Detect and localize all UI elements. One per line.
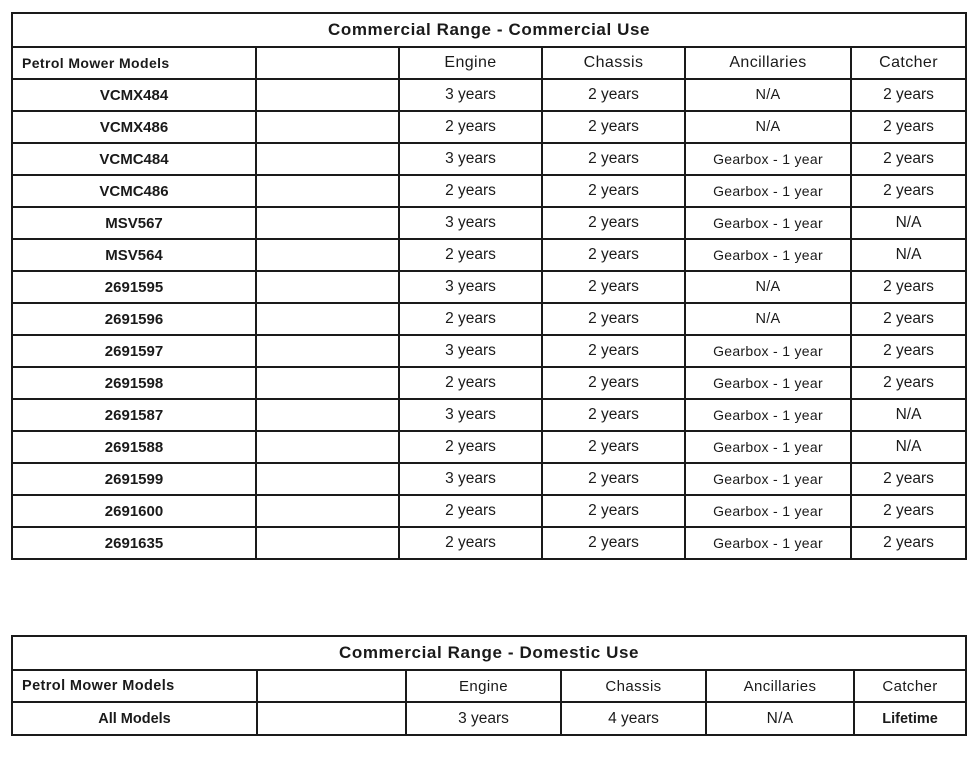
engine-cell: 2 years bbox=[399, 431, 542, 463]
catcher-cell: 2 years bbox=[851, 303, 966, 335]
ancillaries-cell: Gearbox - 1 year bbox=[685, 495, 851, 527]
engine-cell: 2 years bbox=[399, 239, 542, 271]
catcher-cell: 2 years bbox=[851, 175, 966, 207]
model-cell: 2691597 bbox=[12, 335, 256, 367]
engine-cell: 2 years bbox=[399, 367, 542, 399]
model-cell: 2691595 bbox=[12, 271, 256, 303]
engine-cell: 3 years bbox=[399, 463, 542, 495]
blank-cell bbox=[256, 271, 399, 303]
catcher-cell: 2 years bbox=[851, 527, 966, 559]
table-row bbox=[12, 303, 966, 335]
table-row bbox=[12, 79, 966, 111]
blank-cell bbox=[256, 495, 399, 527]
catcher-cell: 2 years bbox=[851, 367, 966, 399]
ancillaries-cell: Gearbox - 1 year bbox=[685, 335, 851, 367]
model-cell: 2691599 bbox=[12, 463, 256, 495]
ancillaries-cell: N/A bbox=[685, 111, 851, 143]
catcher-cell: N/A bbox=[851, 239, 966, 271]
blank-cell bbox=[256, 239, 399, 271]
engine-cell: 2 years bbox=[399, 495, 542, 527]
catcher-cell: 2 years bbox=[851, 111, 966, 143]
ancillaries-cell: N/A bbox=[685, 79, 851, 111]
ancillaries-cell: Gearbox - 1 year bbox=[685, 431, 851, 463]
table-row bbox=[12, 495, 966, 527]
catcher-cell: 2 years bbox=[851, 335, 966, 367]
engine-cell: 3 years bbox=[399, 143, 542, 175]
header-ancillaries: Ancillaries bbox=[685, 47, 851, 79]
ancillaries-cell: Gearbox - 1 year bbox=[685, 143, 851, 175]
header-model: Petrol Mower Models bbox=[12, 47, 256, 79]
chassis-cell: 2 years bbox=[542, 527, 685, 559]
ancillaries-cell: Gearbox - 1 year bbox=[685, 463, 851, 495]
header-catcher: Catcher bbox=[854, 670, 966, 702]
blank-cell bbox=[256, 431, 399, 463]
ancillaries-cell: Gearbox - 1 year bbox=[685, 175, 851, 207]
chassis-cell: 4 years bbox=[561, 702, 706, 735]
catcher-cell: N/A bbox=[851, 431, 966, 463]
chassis-cell: 2 years bbox=[542, 111, 685, 143]
header-chassis: Chassis bbox=[561, 670, 706, 702]
table-row bbox=[12, 431, 966, 463]
table-row bbox=[12, 527, 966, 559]
blank-cell bbox=[256, 367, 399, 399]
model-cell: All Models bbox=[12, 702, 257, 735]
model-cell: 2691600 bbox=[12, 495, 256, 527]
ancillaries-cell: Gearbox - 1 year bbox=[685, 527, 851, 559]
ancillaries-cell: N/A bbox=[685, 271, 851, 303]
chassis-cell: 2 years bbox=[542, 271, 685, 303]
chassis-cell: 2 years bbox=[542, 367, 685, 399]
table-row bbox=[12, 175, 966, 207]
table-row bbox=[12, 207, 966, 239]
engine-cell: 3 years bbox=[406, 702, 561, 735]
chassis-cell: 2 years bbox=[542, 207, 685, 239]
model-cell: 2691598 bbox=[12, 367, 256, 399]
chassis-cell: 2 years bbox=[542, 175, 685, 207]
engine-cell: 2 years bbox=[399, 303, 542, 335]
header-chassis: Chassis bbox=[542, 47, 685, 79]
engine-cell: 2 years bbox=[399, 111, 542, 143]
header-row bbox=[12, 670, 966, 702]
engine-cell: 3 years bbox=[399, 271, 542, 303]
blank-cell bbox=[256, 111, 399, 143]
table-row bbox=[12, 335, 966, 367]
table-row bbox=[12, 702, 966, 735]
chassis-cell: 2 years bbox=[542, 399, 685, 431]
commercial-use-table bbox=[11, 12, 967, 560]
blank-cell bbox=[256, 399, 399, 431]
blank-cell bbox=[256, 527, 399, 559]
ancillaries-cell: N/A bbox=[706, 702, 854, 735]
catcher-cell: Lifetime bbox=[854, 702, 966, 735]
blank-cell bbox=[257, 702, 406, 735]
table-row bbox=[12, 143, 966, 175]
ancillaries-cell: Gearbox - 1 year bbox=[685, 207, 851, 239]
engine-cell: 2 years bbox=[399, 527, 542, 559]
model-cell: VCMX486 bbox=[12, 111, 256, 143]
header-engine: Engine bbox=[406, 670, 561, 702]
model-cell: VCMC486 bbox=[12, 175, 256, 207]
catcher-cell: 2 years bbox=[851, 463, 966, 495]
header-row bbox=[12, 47, 966, 79]
table-row bbox=[12, 463, 966, 495]
model-cell: VCMC484 bbox=[12, 143, 256, 175]
model-cell: 2691596 bbox=[12, 303, 256, 335]
header-catcher: Catcher bbox=[851, 47, 966, 79]
table-row bbox=[12, 271, 966, 303]
engine-cell: 2 years bbox=[399, 175, 542, 207]
model-cell: 2691587 bbox=[12, 399, 256, 431]
engine-cell: 3 years bbox=[399, 79, 542, 111]
header-blank bbox=[257, 670, 406, 702]
engine-cell: 3 years bbox=[399, 335, 542, 367]
domestic-use-table bbox=[11, 635, 967, 736]
blank-cell bbox=[256, 335, 399, 367]
table-row bbox=[12, 367, 966, 399]
engine-cell: 3 years bbox=[399, 399, 542, 431]
ancillaries-cell: Gearbox - 1 year bbox=[685, 239, 851, 271]
header-ancillaries: Ancillaries bbox=[706, 670, 854, 702]
table-title: Commercial Range - Commercial Use bbox=[12, 13, 966, 47]
blank-cell bbox=[256, 207, 399, 239]
blank-cell bbox=[256, 79, 399, 111]
table-row bbox=[12, 111, 966, 143]
chassis-cell: 2 years bbox=[542, 143, 685, 175]
model-cell: MSV564 bbox=[12, 239, 256, 271]
chassis-cell: 2 years bbox=[542, 431, 685, 463]
catcher-cell: N/A bbox=[851, 399, 966, 431]
chassis-cell: 2 years bbox=[542, 495, 685, 527]
catcher-cell: 2 years bbox=[851, 143, 966, 175]
ancillaries-cell: N/A bbox=[685, 303, 851, 335]
chassis-cell: 2 years bbox=[542, 303, 685, 335]
chassis-cell: 2 years bbox=[542, 239, 685, 271]
model-cell: 2691635 bbox=[12, 527, 256, 559]
chassis-cell: 2 years bbox=[542, 463, 685, 495]
table-row bbox=[12, 239, 966, 271]
header-model: Petrol Mower Models bbox=[12, 670, 257, 702]
catcher-cell: 2 years bbox=[851, 495, 966, 527]
ancillaries-cell: Gearbox - 1 year bbox=[685, 399, 851, 431]
model-cell: 2691588 bbox=[12, 431, 256, 463]
table-row bbox=[12, 399, 966, 431]
chassis-cell: 2 years bbox=[542, 79, 685, 111]
blank-cell bbox=[256, 143, 399, 175]
table-title: Commercial Range - Domestic Use bbox=[12, 636, 966, 670]
ancillaries-cell: Gearbox - 1 year bbox=[685, 367, 851, 399]
blank-cell bbox=[256, 303, 399, 335]
blank-cell bbox=[256, 175, 399, 207]
chassis-cell: 2 years bbox=[542, 335, 685, 367]
catcher-cell: 2 years bbox=[851, 271, 966, 303]
header-engine: Engine bbox=[399, 47, 542, 79]
model-cell: MSV567 bbox=[12, 207, 256, 239]
engine-cell: 3 years bbox=[399, 207, 542, 239]
model-cell: VCMX484 bbox=[12, 79, 256, 111]
blank-cell bbox=[256, 463, 399, 495]
catcher-cell: 2 years bbox=[851, 79, 966, 111]
header-blank bbox=[256, 47, 399, 79]
catcher-cell: N/A bbox=[851, 207, 966, 239]
